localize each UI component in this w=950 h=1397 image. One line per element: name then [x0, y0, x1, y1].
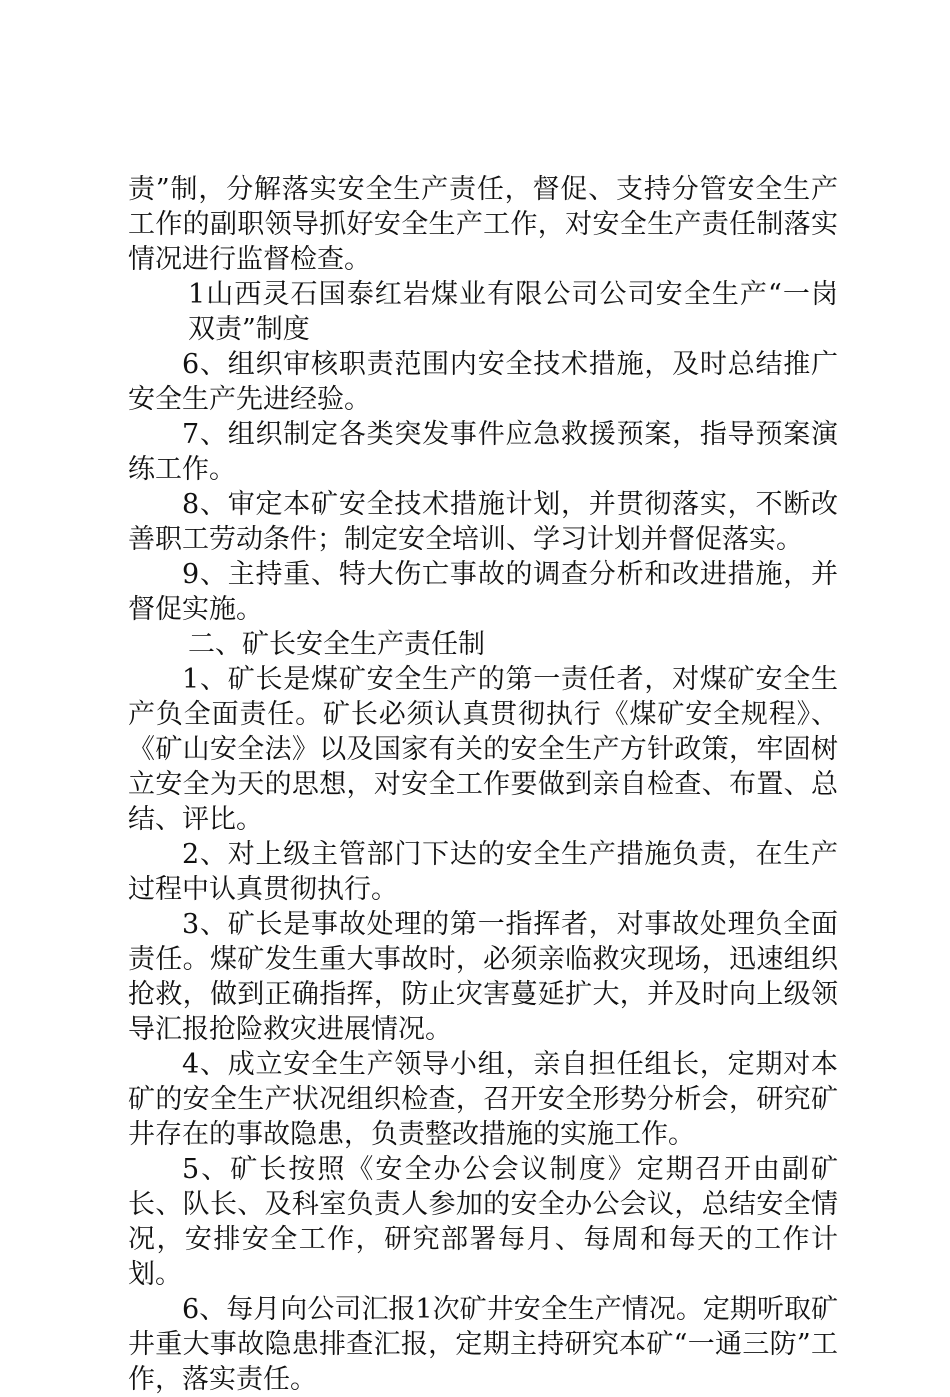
document-page — [128, 172, 838, 1397]
paragraph-mine-1: 1、矿长是煤矿安全生产的第一责任者，对煤矿安全生产负全面责任。矿长必须认真贯彻执行《煤矿安全规程》、《矿山安全法》以及国家有关的安全生产方针政策，牢固树立安全为天的思想，对安全工作要做到亲自检查、布置、总结、评比。 — [128, 664, 838, 835]
paragraph-mine-5: 5、矿长按照《安全办公会议制度》定期召开由副矿长、队长、及科室负责人参加的安全办公会议，总结安全情况，安排安全工作，研究部署每月、每周和每天的工作计划。 — [128, 1154, 838, 1290]
paragraph-mine-3: 3、矿长是事故处理的第一指挥者，对事故处理负全面责任。煤矿发生重大事故时，必须亲临救灾现场，迅速组织抢救，做到正确指挥，防止灾害蔓延扩大，并及时向上级领导汇报抢险救灾进展情况。 — [128, 909, 838, 1045]
paragraph-item-7: 7、组织制定各类突发事件应急救援预案，指导预案演练工作。 — [128, 419, 838, 485]
paragraph-item-8: 8、审定本矿安全技术措施计划，并贯彻落实，不断改善职工劳动条件；制定安全培训、学习计划并督促落实。 — [128, 489, 838, 555]
paragraph-mine-6: 6、每月向公司汇报1次矿井安全生产情况。定期听取矿井重大事故隐患排查汇报，定期主持研究本矿“一通三防”工作，落实责任。 — [128, 1294, 838, 1395]
document-caption: 1山西灵石国泰红岩煤业有限公司公司安全生产“一岗双责”制度 — [188, 279, 838, 345]
paragraph-mine-2: 2、对上级主管部门下达的安全生产措施负责，在生产过程中认真贯彻执行。 — [128, 839, 838, 905]
paragraph-continuation: 责”制，分解落实安全生产责任，督促、支持分管安全生产工作的副职领导抓好安全生产工作，对安全生产责任制落实情况进行监督检查。 — [128, 174, 838, 275]
paragraph-mine-4: 4、成立安全生产领导小组，亲自担任组长，定期对本矿的安全生产状况组织检查，召开安全形势分析会，研究矿井存在的事故隐患，负责整改措施的实施工作。 — [128, 1049, 838, 1150]
paragraph-item-6: 6、组织审核职责范围内安全技术措施，及时总结推广安全生产先进经验。 — [128, 349, 838, 415]
paragraph-item-9: 9、主持重、特大伤亡事故的调查分析和改进措施，并督促实施。 — [128, 559, 838, 625]
section-heading: 二、矿长安全生产责任制 — [188, 629, 485, 660]
